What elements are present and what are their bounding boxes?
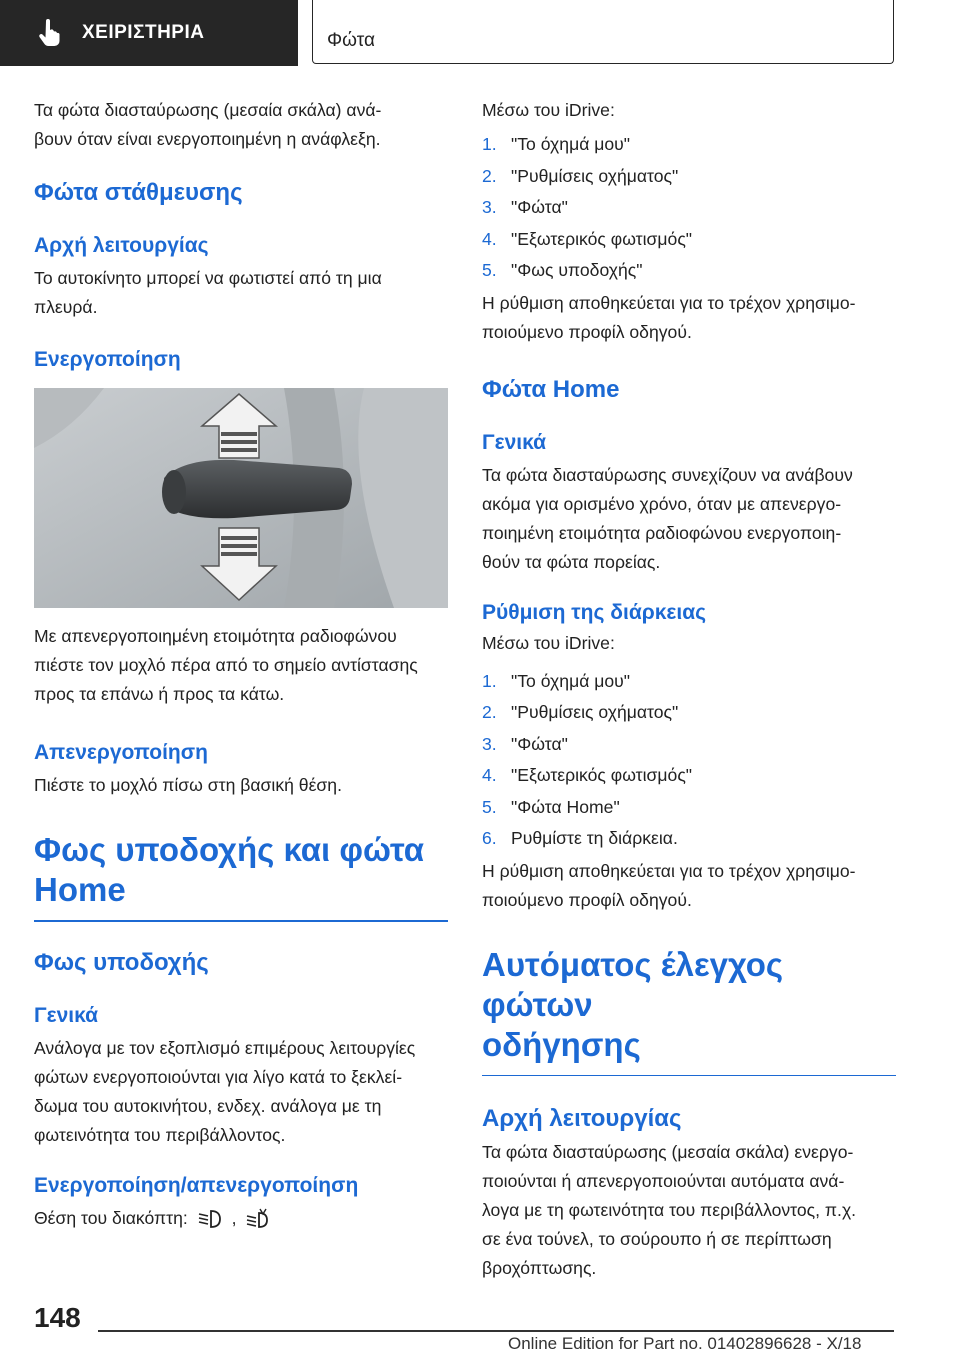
- step-text: "Φως υποδοχής": [511, 260, 643, 280]
- chapter-tab[interactable]: [0, 0, 298, 66]
- left-column: [34, 96, 448, 1233]
- step-text: "Φώτα": [511, 733, 568, 754]
- auto-light-icon: [245, 1208, 271, 1230]
- activation-paragraph: Με απενεργοποιημένη ετοιμότητα ραδιοφώνου πιέστε τον μοχλό πέρα από το σημείο αντίστασης προς τα επάνω ή προς τα κάτω.: [34, 626, 418, 704]
- heading-home-lights: Φώτα Home: [482, 375, 620, 403]
- heading-deactivation: Απενεργοποίηση: [34, 741, 208, 764]
- heading-general: Γενικά: [34, 1003, 99, 1027]
- step-text: "Εξωτερικός φωτισμός": [511, 228, 693, 249]
- step-number: 5.: [482, 796, 497, 817]
- lever-photo: [34, 388, 448, 608]
- step-text: "Φώτα Home": [511, 796, 620, 817]
- heading-on-off: Ενεργοποίηση/απενεργοποίηση: [34, 1173, 359, 1197]
- step-number: 2.: [482, 702, 497, 722]
- right-column: [482, 96, 896, 1283]
- step-text: "Ρυθμίσεις οχήματος": [511, 702, 679, 722]
- heading-activation: Ενεργοποίηση: [34, 348, 181, 371]
- step-text: "Εξωτερικός φωτισμός": [511, 765, 693, 785]
- section-box: [312, 0, 894, 64]
- footer-rule: [98, 1330, 894, 1332]
- step-item: [482, 224, 896, 256]
- deactivation-paragraph: Πιέστε το μοχλό πίσω στη βασική θέση.: [34, 775, 342, 795]
- switch-separator: ,: [231, 1207, 237, 1228]
- step-item: [482, 729, 896, 761]
- step-item: [482, 760, 896, 792]
- heading-duration: Ρύθμιση της διάρκειας: [482, 600, 707, 624]
- heading-principle: Αρχή λειτουργίας: [34, 234, 209, 257]
- home-paragraph: Τα φώτα διασταύρωσης συνεχίζουν να ανάβουν ακόμα για ορισμένο χρόνο, όταν με απενεργο- ποιημένη ετοιμότητα ραδιοφώνου ενεργοποιη- θούν τα φώτα πορείας.: [482, 464, 853, 572]
- step-number: 3.: [482, 733, 497, 754]
- step-item: [482, 255, 896, 287]
- step-number: 4.: [482, 765, 497, 785]
- step-number: 6.: [482, 828, 497, 848]
- step-text: "Το όχημά μου": [511, 134, 631, 154]
- heading-rule: [34, 920, 448, 922]
- step-item: [482, 192, 896, 224]
- via-idrive-text: Μέσω του iDrive:: [482, 100, 615, 120]
- welcome-light-steps: [482, 129, 896, 287]
- heading-parking-lights: Φώτα στάθμευσης: [34, 179, 243, 206]
- hand-pointer-icon: [38, 19, 62, 47]
- page-number: 148: [34, 1302, 81, 1333]
- via-idrive-text-2: Μέσω του iDrive:: [482, 632, 615, 653]
- step-number: 3.: [482, 197, 497, 217]
- step-text: "Το όχημά μου": [511, 670, 631, 691]
- lever-illustration: [34, 388, 448, 608]
- general-paragraph: Ανάλογα με τον εξοπλισμό επιμέρους λειτουργίες φώτων ενεργοποιούνται για λίγο κατά το ξεκλεί- δωμα του αυτοκινήτου, ενδεχ. ανάλογα με τη φωτεινότητα του περιβάλλοντος.: [34, 1037, 416, 1145]
- switch-position-line: [34, 1204, 448, 1233]
- heading-welcome-light: Φως υποδοχής: [34, 948, 209, 976]
- step-item: [482, 697, 896, 729]
- principle-paragraph: Το αυτοκίνητο μπορεί να φωτιστεί από τη μια πλευρά.: [34, 268, 382, 317]
- step-item: [482, 792, 896, 824]
- step-number: 5.: [482, 260, 497, 280]
- heading-principle-right: Αρχή λειτουργίας: [482, 1105, 682, 1132]
- switch-position-text: Θέση του διακόπτη:: [34, 1207, 188, 1228]
- page-header: [0, 0, 960, 66]
- step-item: [482, 129, 896, 161]
- step-number: 1.: [482, 670, 497, 691]
- heading-auto-headlights: Αυτόματος έλεγχος φώτων οδήγησης: [482, 945, 784, 1063]
- chapter-tab-label: ΧΕΙΡΙΣΤΗΡΙΑ: [82, 22, 205, 43]
- section-title: Φώτα: [327, 30, 375, 51]
- step-item: [482, 161, 896, 193]
- edition-text: Online Edition for Part no. 01402896628 - X/18: [508, 1334, 862, 1353]
- step-number: 1.: [482, 134, 497, 154]
- step-number: 4.: [482, 228, 497, 249]
- page-footer: [0, 1290, 960, 1362]
- duration-steps: [482, 666, 896, 855]
- saved-paragraph: Η ρύθμιση αποθηκεύεται για το τρέχον χρησιμο- ποιούμενο προφίλ οδηγού.: [482, 292, 856, 342]
- step-text: "Ρυθμίσεις οχήματος": [511, 165, 679, 186]
- step-text: Ρυθμίστε τη διάρκεια.: [511, 828, 678, 848]
- heading-rule-right: [482, 1075, 896, 1077]
- step-item: [482, 666, 896, 698]
- step-text: "Φώτα": [511, 197, 568, 217]
- intro-paragraph: Τα φώτα διασταύρωσης (μεσαία σκάλα) ανά- βουν όταν είναι ενεργοποιημένη η ανάφλεξη.: [34, 100, 382, 149]
- auto-paragraph: Τα φώτα διασταύρωσης (μεσαία σκάλα) ενεργο- ποιούνται ή απενεργοποιούνται αυτόματα ανά- λογα με τη φωτεινότητα του περιβάλλοντος, π.χ. σε ένα τούνελ, το σούρουπο ή σε περίπτωση βροχόπτωσης.: [482, 1142, 857, 1278]
- step-number: 2.: [482, 165, 497, 186]
- saved-paragraph-2: Η ρύθμιση αποθηκεύεται για το τρέχον χρησιμο- ποιούμενο προφίλ οδηγού.: [482, 860, 856, 910]
- heading-welcome-home: Φως υποδοχής και φώτα Home: [34, 831, 425, 908]
- heading-general-right: Γενικά: [482, 430, 547, 454]
- step-item: [482, 823, 896, 855]
- low-beam-icon: [197, 1208, 223, 1230]
